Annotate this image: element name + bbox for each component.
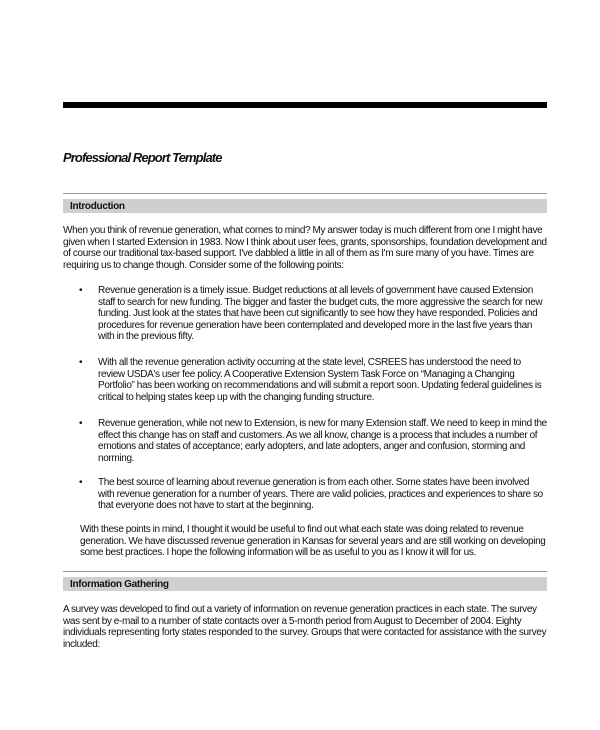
intro-paragraph: When you think of revenue generation, what comes to mind? My answer today is much different from one I might have given when I started Extension in 1983. Now I think about user fees, grants, sponsorships, foundation development and of course our traditional tax-based support. I've dabbled a little in all of them as I'm sure many of you have. Times are requiring us to change though. Consider some of the following points: [63, 225, 547, 271]
bullet-icon: • [79, 477, 83, 488]
closing-paragraph: With these points in mind, I thought it would be useful to find out what each state was doing related to revenue generation. We have discussed revenue generation in Kansas for several years and are still working on developing some best practices. I hope the following information will be as useful to you as I know it will for us. [80, 524, 546, 559]
bullet-text: Revenue generation, while not new to Extension, is new for many Extension staff. We need to keep in mind the effect this change has on staff and customers. As we all know, change is a process that includes a number of emotions and states of acceptance; early adopters, and late adopters, anger and confusion, storming and norming. [98, 418, 547, 464]
report-title: Professional Report Template [63, 150, 222, 165]
section-header-information-gathering [63, 571, 547, 591]
section-heading: Introduction [70, 201, 125, 212]
information-gathering-paragraph: A survey was developed to find out a variety of information on revenue generation practices in each state. The survey was sent by e-mail to a number of state contacts over a 5-month period from August to December of 2004. Eighty individuals representing forty states responded to the survey. Groups that were contacted for assistance with the survey included: [63, 604, 547, 650]
bullet-icon: • [79, 357, 83, 368]
section-header-introduction [63, 193, 547, 213]
bullet-text: Revenue generation is a timely issue. Budget reductions at all levels of government have caused Extension staff to search for new funding. The bigger and faster the budget cuts, the more aggressive the search for new funding. Just look at the states that have been cut significantly to see how they have responded. Policies and procedures for revenue generation have been contemplated and developed more in the last five years than with in the previous fifty. [98, 285, 543, 343]
section-heading: Information Gathering [70, 579, 169, 590]
header-rule [63, 102, 547, 108]
bullet-icon: • [79, 418, 83, 429]
bullet-text: The best source of learning about revenue generation is from each other. Some states have been involved with revenue generation for a number of years. There are valid policies, practices and experiences to share so that everyone does not have to start at the beginning. [98, 477, 543, 512]
bullet-text: With all the revenue generation activity occurring at the state level, CSREES has understood the need to review USDA's user fee policy. A Cooperative Extension System Task Force on “Managing a Changing Portfolio” has been working on recommendations and will submit a report soon. Updating federal guidelines is critical to helping states keep up with the changing funding structure. [98, 357, 542, 403]
bullet-icon: • [79, 285, 83, 296]
